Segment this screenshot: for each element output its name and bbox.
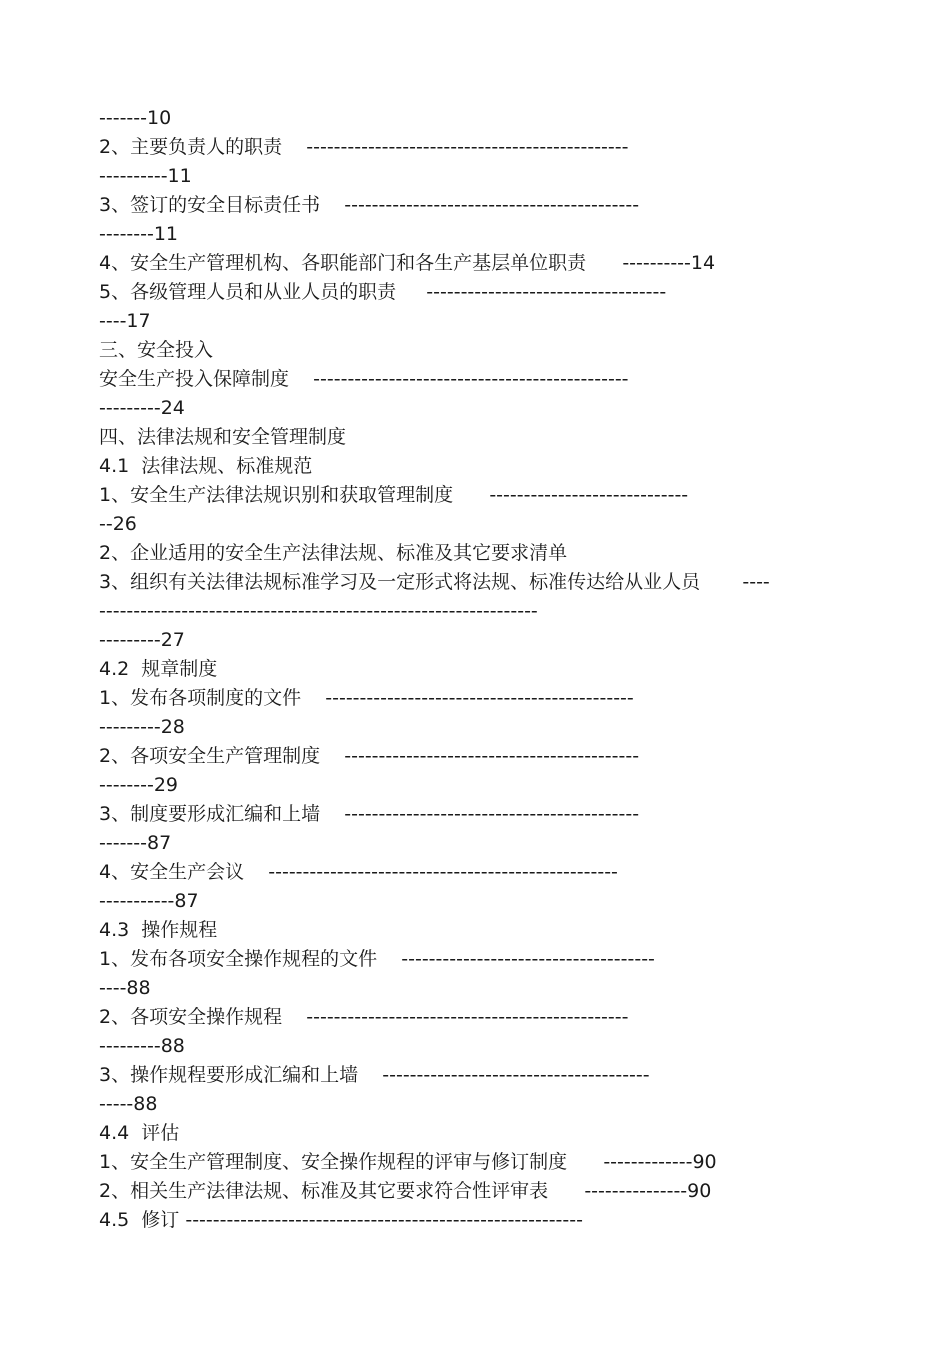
toc-line: -----------87 — [99, 890, 199, 912]
toc-line: -------87 — [99, 832, 172, 854]
toc-line: --------11 — [99, 223, 179, 245]
toc-line: 3、制度要形成汇编和上墙 ------------------------------------------- — [99, 803, 640, 825]
toc-line: 2、企业适用的安全生产法律法规、标准及其它要求清单 — [99, 542, 568, 564]
toc-line: --------29 — [99, 774, 179, 796]
toc-line: 1、发布各项制度的文件 --------------------------------------------- — [99, 687, 634, 709]
toc-line: 3、组织有关法律法规标准学习及一定形式将法规、标准传达给从业人员 ---- — [99, 571, 770, 593]
toc-line: ----88 — [99, 977, 151, 999]
toc-line: 安全生产投入保障制度 ---------------------------------------------- — [99, 368, 629, 390]
table-of-contents — [99, 104, 859, 1235]
subsection-heading: 4.3 操作规程 — [99, 919, 218, 941]
toc-line: --26 — [99, 513, 137, 535]
toc-line: 1、发布各项安全操作规程的文件 ------------------------------------- — [99, 948, 655, 970]
toc-line: -------10 — [99, 107, 172, 129]
toc-line: -----88 — [99, 1093, 158, 1115]
section-heading: 三、安全投入 — [99, 339, 214, 361]
toc-line: ---------28 — [99, 716, 185, 738]
toc-line: 2、主要负责人的职责 ----------------------------------------------- — [99, 136, 629, 158]
subsection-heading: 4.5 修订 ---------------------------------------------------------- — [99, 1209, 583, 1231]
toc-line: ----17 — [99, 310, 151, 332]
toc-line: 2、各项安全操作规程 ----------------------------------------------- — [99, 1006, 629, 1028]
toc-line: 5、各级管理人员和从业人员的职责 ----------------------------------- — [99, 281, 667, 303]
toc-line: 2、相关生产法律法规、标准及其它要求符合性评审表 ---------------90 — [99, 1180, 712, 1202]
toc-line: 3、签订的安全目标责任书 ------------------------------------------- — [99, 194, 640, 216]
toc-line: ---------88 — [99, 1035, 185, 1057]
subsection-heading: 4.1 法律法规、标准规范 — [99, 455, 313, 477]
toc-line: 2、各项安全生产管理制度 ------------------------------------------- — [99, 745, 640, 767]
toc-line: ---------24 — [99, 397, 185, 419]
toc-line: ---------27 — [99, 629, 185, 651]
toc-line: 3、操作规程要形成汇编和上墙 --------------------------------------- — [99, 1064, 650, 1086]
toc-line: 4、安全生产管理机构、各职能部门和各生产基层单位职责 ----------14 — [99, 252, 716, 274]
subsection-heading: 4.4 评估 — [99, 1122, 180, 1144]
toc-line: ---------------------------------------------------------------- — [99, 600, 538, 622]
section-heading: 四、法律法规和安全管理制度 — [99, 426, 347, 448]
toc-line: ----------11 — [99, 165, 192, 187]
toc-line: 1、安全生产法律法规识别和获取管理制度 ----------------------------- — [99, 484, 689, 506]
toc-line: 4、安全生产会议 --------------------------------------------------- — [99, 861, 618, 883]
subsection-heading: 4.2 规章制度 — [99, 658, 218, 680]
toc-line: 1、安全生产管理制度、安全操作规程的评审与修订制度 -------------90 — [99, 1151, 717, 1173]
